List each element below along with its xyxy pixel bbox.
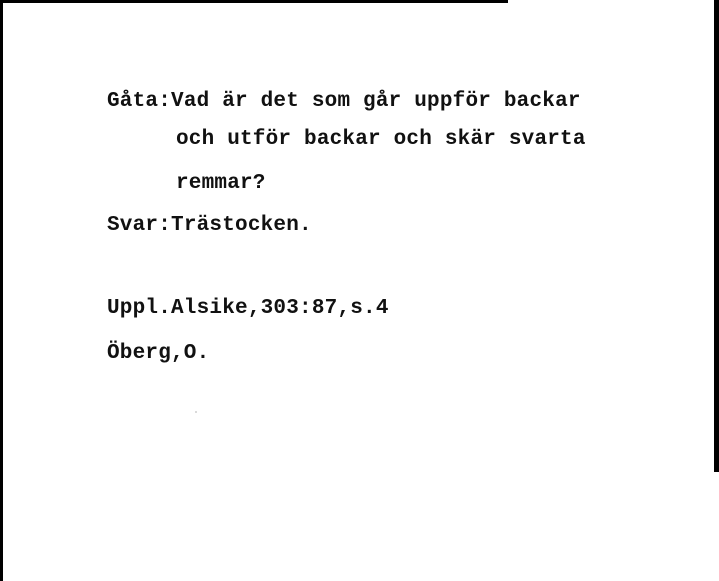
paper-speck (195, 411, 197, 413)
answer-line (107, 214, 312, 238)
recorder-name: Öberg,O. (107, 342, 210, 365)
card-left-edge (0, 0, 3, 581)
riddle-line-1 (107, 90, 581, 114)
card-top-edge (0, 0, 508, 3)
riddle-text-1: Vad är det som går uppför backar (171, 90, 581, 113)
riddle-line-3: remmar? (176, 172, 266, 195)
card-right-edge (714, 0, 719, 472)
answer-label: Svar: (107, 214, 172, 237)
riddle-label: Gåta: (107, 90, 172, 113)
answer-text: Trästocken. (171, 214, 312, 237)
riddle-line-2: och utför backar och skär svarta (176, 128, 586, 151)
source-reference: Uppl.Alsike,303:87,s.4 (107, 297, 389, 320)
